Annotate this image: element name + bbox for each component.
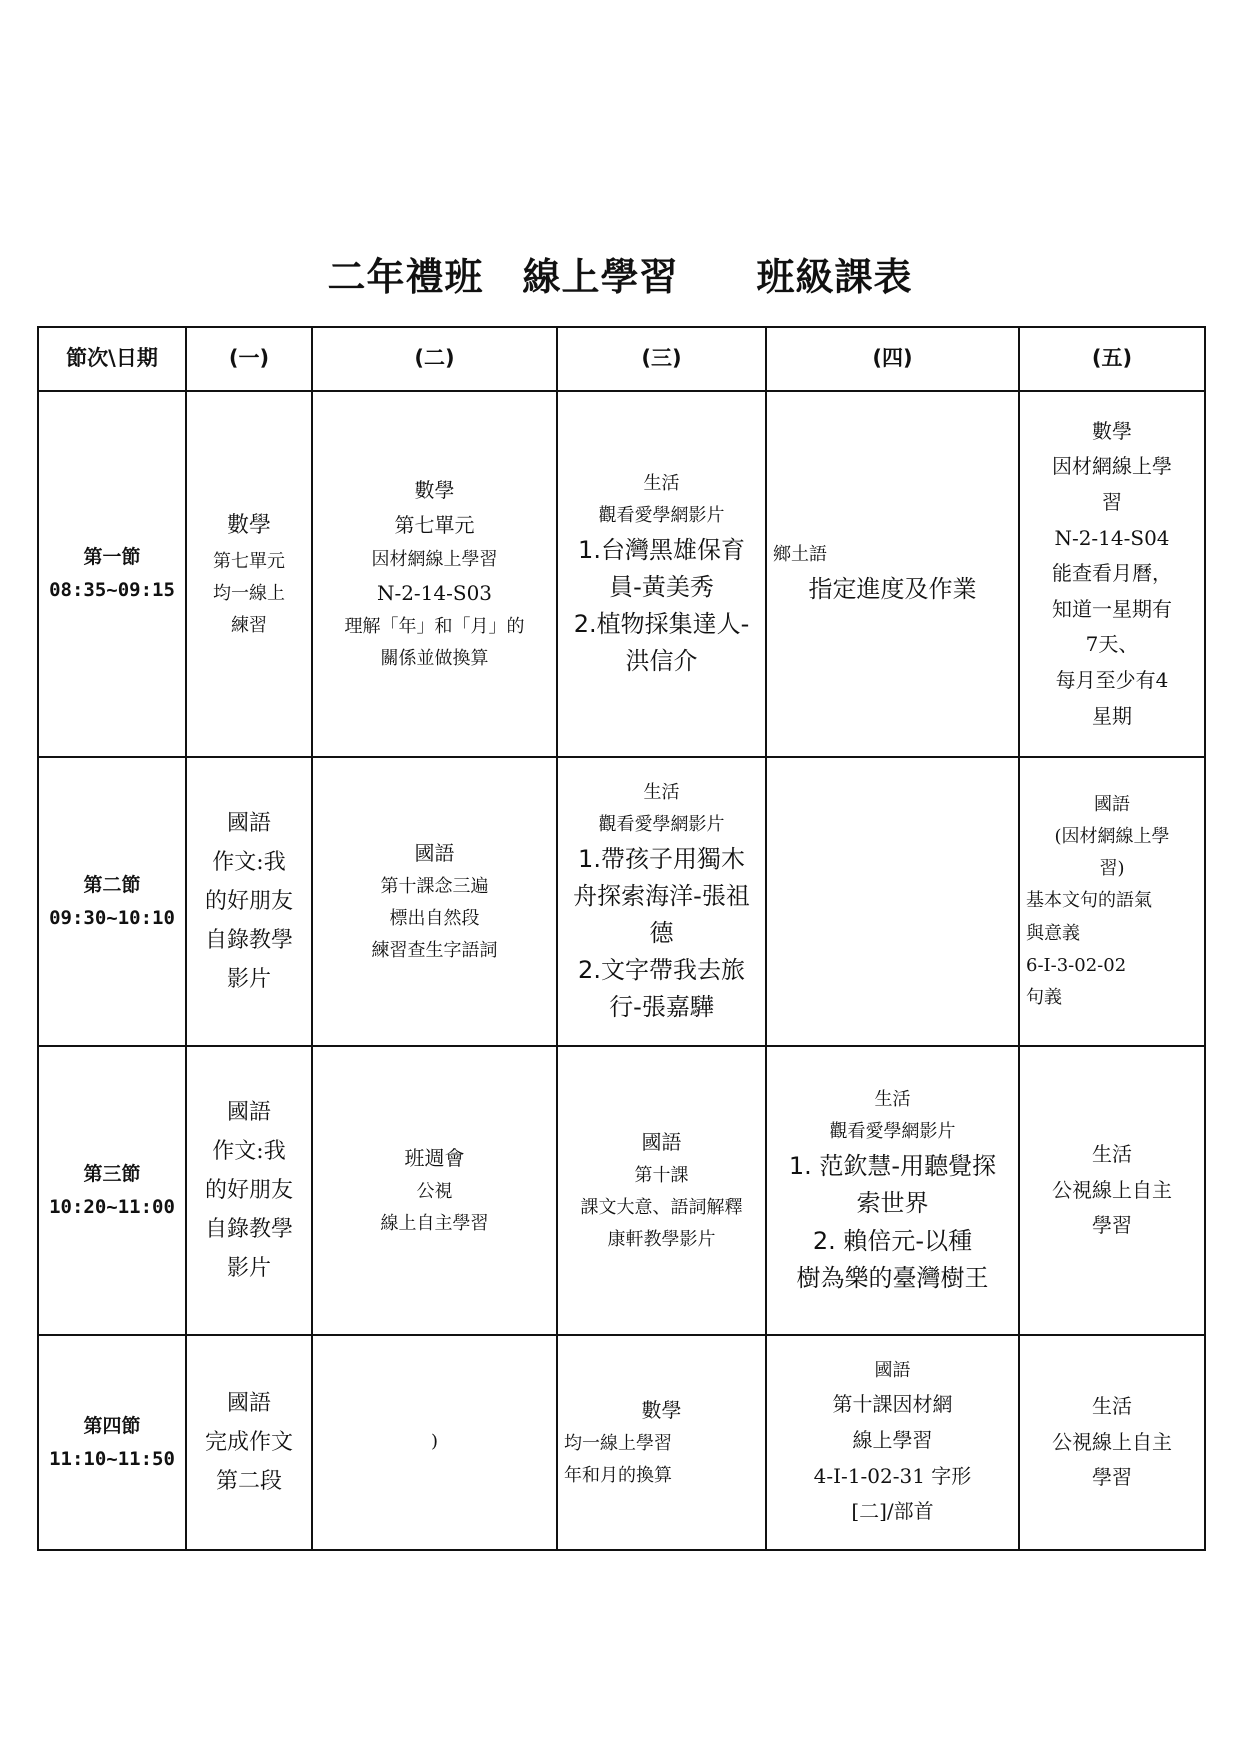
cell-line: 國語: [1094, 794, 1130, 816]
cell-line: 均一線上: [213, 582, 285, 604]
cell-p3-wed: [557, 1046, 766, 1335]
cell-line: 索世界: [856, 1189, 929, 1218]
cell-line: 觀看愛學網影片: [598, 813, 725, 835]
cell-line: 基本文句的語氣: [1026, 890, 1152, 912]
cell-line: 自錄教學: [204, 1217, 293, 1243]
cell-line: 第七單元: [394, 513, 475, 538]
cell-line: 影片: [226, 967, 271, 993]
cell-line: 樹為樂的臺灣樹王: [796, 1263, 989, 1292]
cell-p4-wed: [557, 1335, 766, 1550]
cell-p2-wed: [557, 757, 766, 1046]
period-label: [38, 391, 186, 757]
cell-line: 4-Ⅰ-1-02-31 字形: [813, 1463, 972, 1488]
period-name: 第一節: [83, 546, 141, 568]
cell-line: 作文:我: [212, 849, 286, 875]
cell-p4-tue: [312, 1335, 557, 1550]
cell-line: 第七單元: [213, 550, 285, 572]
cell-p1-wed: [557, 391, 766, 757]
cell-line: 洪信介: [625, 647, 698, 676]
period-label: [38, 1046, 186, 1335]
day-header-thu: (四): [766, 327, 1019, 391]
cell-line: 2.文字帶我去旅: [578, 956, 745, 985]
cell-p2-fri: [1019, 757, 1205, 1046]
cell-line: 國語: [226, 810, 271, 836]
cell-line: 生活: [643, 781, 680, 803]
cell-p1-mon: [186, 391, 312, 757]
cell-line: 鄉土語: [773, 544, 827, 566]
cell-line: ): [430, 1431, 439, 1453]
cell-line: 生活: [643, 472, 680, 494]
cell-line: 與意義: [1026, 922, 1080, 944]
cell-p1-thu: [766, 391, 1019, 757]
cell-line: 線上自主學習: [380, 1213, 489, 1235]
cell-line: 國語: [874, 1360, 911, 1382]
page-title: 二年禮班 線上學習 班級課表: [327, 255, 913, 299]
period-time: 10:20~11:00: [49, 1195, 175, 1218]
cell-line: 句義: [1026, 986, 1062, 1008]
cell-line: 舟探索海洋-張祖: [573, 881, 750, 910]
cell-p4-fri: [1019, 1335, 1205, 1550]
cell-line: 年和月的換算: [564, 1465, 672, 1487]
cell-line: 的好朋友: [204, 888, 293, 914]
cell-line: 第十課念三遍: [380, 876, 489, 898]
cell-line: 1.帶孩子用獨木: [578, 844, 745, 873]
cell-p1-tue: [312, 391, 557, 757]
period-row-3: [38, 1046, 1205, 1335]
cell-line: N-2-14-S04: [1054, 525, 1170, 550]
cell-line: 因材網線上學: [1052, 454, 1172, 479]
period-time: 09:30~10:10: [49, 906, 175, 929]
cell-line: 班週會: [404, 1145, 465, 1170]
cell-line: 1.台灣黑雄保育: [578, 535, 745, 564]
cell-line: 指定進度及作業: [808, 575, 977, 604]
cell-line: 國語: [226, 1099, 271, 1125]
cell-line: 員-黃美秀: [609, 572, 714, 601]
cell-p3-mon: [186, 1046, 312, 1335]
cell-line: 2. 賴倍元-以種: [812, 1226, 973, 1255]
cell-line: 理解「年」和「月」的: [344, 616, 525, 638]
cell-p4-mon: [186, 1335, 312, 1550]
cell-line: 7天、: [1085, 632, 1139, 657]
cell-line: 習): [1099, 858, 1125, 880]
period-time: 11:10~11:50: [49, 1447, 175, 1470]
cell-line: 公視: [416, 1181, 453, 1203]
cell-line: 習: [1102, 490, 1122, 515]
cell-line: 國語: [414, 840, 455, 865]
cell-p3-thu: [766, 1046, 1019, 1335]
cell-line: 標出自然段: [389, 908, 480, 930]
cell-line: 國語: [641, 1129, 682, 1154]
cell-p3-fri: [1019, 1046, 1205, 1335]
cell-p3-tue: [312, 1046, 557, 1335]
period-name: 第四節: [83, 1414, 141, 1437]
period-row-2: [38, 757, 1205, 1046]
cell-p1-fri: [1019, 391, 1205, 757]
cell-line: 完成作文: [204, 1429, 293, 1455]
cell-p2-tue: [312, 757, 557, 1046]
cell-line: 的好朋友: [204, 1177, 293, 1203]
cell-line: 第十課因材網: [832, 1392, 953, 1417]
day-header-wed: (三): [557, 327, 766, 391]
cell-line: 生活: [1092, 1142, 1132, 1167]
cell-line: 2.植物採集達人-: [573, 610, 750, 639]
period-row-1: [38, 391, 1205, 757]
schedule-table: [37, 326, 1206, 1551]
cell-line: 行-張嘉驊: [609, 993, 714, 1022]
cell-line: 德: [649, 918, 674, 947]
period-name: 第二節: [83, 873, 141, 896]
cell-line: 生活: [874, 1089, 911, 1111]
cell-line: 知道一星期有: [1052, 596, 1172, 621]
cell-line: 自錄教學: [204, 928, 293, 954]
cell-line: 能查看月曆，: [1052, 561, 1172, 586]
cell-line: 公視線上自主: [1052, 1429, 1172, 1454]
cell-line: 數學: [226, 513, 271, 539]
cell-p4-thu: [766, 1335, 1019, 1550]
cell-line: 每月至少有4: [1055, 667, 1169, 692]
period-label: [38, 757, 186, 1046]
cell-line: 生活: [1092, 1394, 1132, 1419]
cell-line: 觀看愛學網影片: [829, 1121, 956, 1143]
cell-line: [二]/部首: [851, 1499, 934, 1524]
cell-p2-mon: [186, 757, 312, 1046]
period-label: [38, 1335, 186, 1550]
day-header-fri: (五): [1019, 327, 1205, 391]
cell-line: 關係並做換算: [380, 648, 489, 670]
cell-line: 學習: [1092, 1465, 1132, 1490]
cell-line: 1. 范欽慧-用聽覺探: [788, 1152, 997, 1181]
period-time: 08:35~09:15: [49, 579, 175, 602]
period-row-4: [38, 1335, 1205, 1550]
cell-line: N-2-14-S03: [376, 580, 493, 605]
cell-line: 均一線上學習: [564, 1433, 672, 1455]
cell-line: 數學: [641, 1397, 682, 1422]
header-row: [38, 327, 1205, 391]
corner-header: 節次\日期: [38, 327, 186, 391]
cell-line: 星期: [1092, 703, 1132, 728]
cell-line: 線上學習: [852, 1427, 933, 1452]
cell-p2-thu: [766, 757, 1019, 1046]
period-name: 第三節: [83, 1162, 141, 1185]
day-header-mon: (一): [186, 327, 312, 391]
cell-line: 練習: [231, 614, 267, 636]
cell-line: 課文大意、語詞解釋: [580, 1197, 743, 1219]
cell-line: 6-Ⅰ-3-02-02: [1026, 954, 1127, 976]
cell-line: 練習查生字語詞: [371, 940, 498, 962]
cell-line: 康軒教學影片: [607, 1229, 716, 1251]
cell-line: 觀看愛學網影片: [598, 504, 725, 526]
cell-line: 第二段: [215, 1469, 282, 1495]
day-header-tue: (二): [312, 327, 557, 391]
cell-line: 公視線上自主: [1052, 1177, 1172, 1202]
cell-line: 作文:我: [212, 1138, 286, 1164]
cell-line: 數學: [1092, 418, 1132, 443]
cell-line: 國語: [226, 1390, 271, 1416]
cell-line: 影片: [226, 1256, 271, 1282]
cell-line: 學習: [1092, 1213, 1132, 1238]
cell-line: 第十課: [634, 1165, 689, 1187]
cell-line: 因材網線上學習: [371, 548, 498, 570]
cell-line: 數學: [414, 477, 455, 502]
cell-line: (因材網線上學: [1054, 826, 1170, 848]
